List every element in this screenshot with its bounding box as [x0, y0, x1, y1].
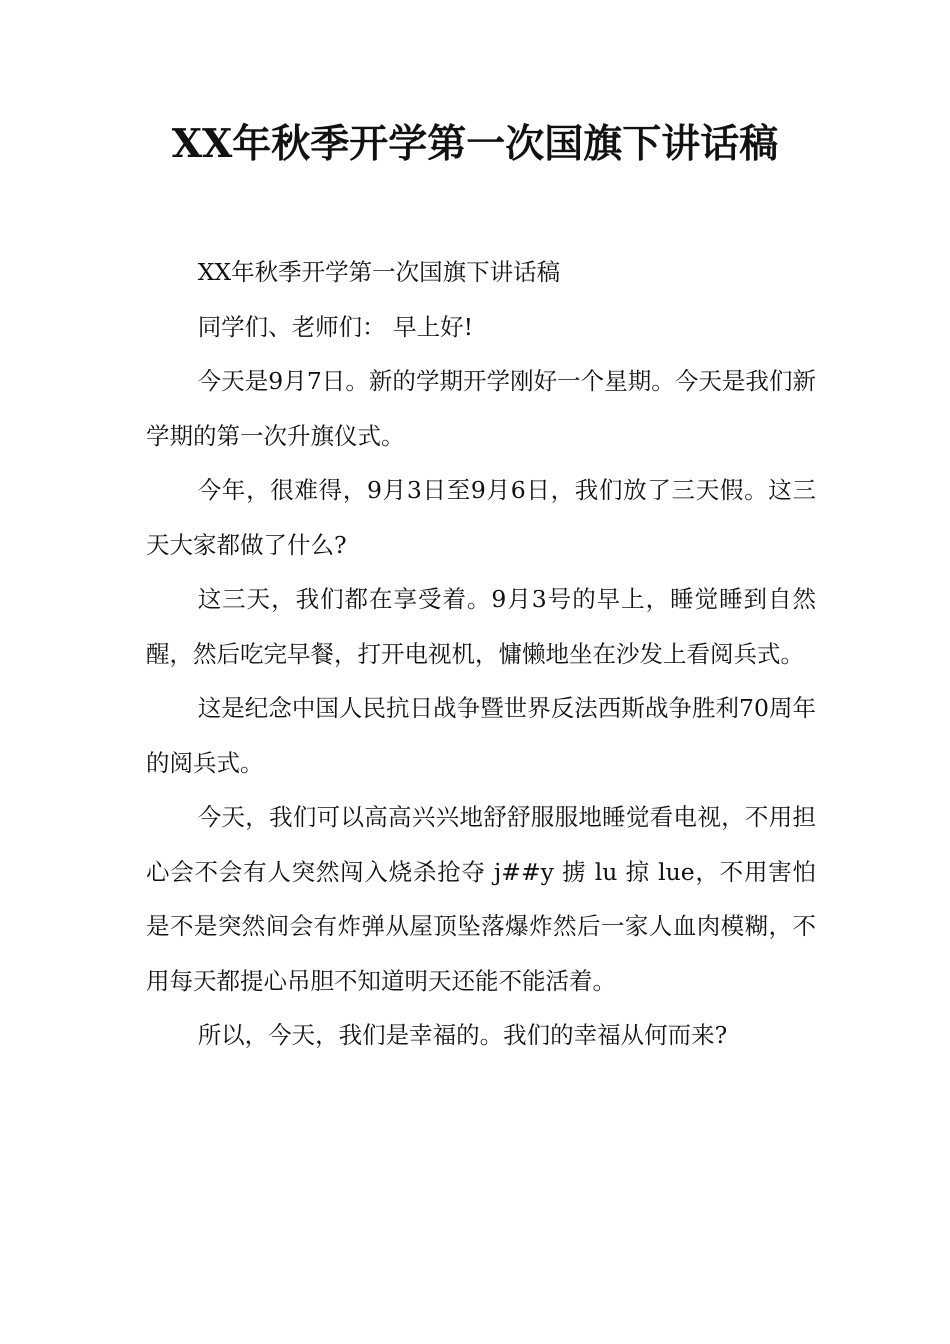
paragraph-date: 今天是9月7日。新的学期开学刚好一个星期。今天是我们新学期的第一次升旗仪式。: [146, 367, 816, 450]
document-body: [146, 245, 816, 1063]
paragraph-repeat-title: XX年秋季开学第一次国旗下讲话稿: [197, 258, 561, 286]
paragraph-holiday: 今年，很难得，9月3日至9月6日，我们放了三天假。这三天大家都做了什么?: [146, 476, 816, 559]
paragraph-happiness: 所以，今天，我们是幸福的。我们的幸福从何而来?: [197, 1021, 728, 1049]
paragraph-parade: 这三天，我们都在享受着。9月3号的早上，睡觉睡到自然醒，然后吃完早餐，打开电视机，慵懒地坐在沙发上看阅兵式。: [146, 585, 816, 668]
document-title: XX年秋季开学第一次国旗下讲话稿: [171, 121, 779, 167]
paragraph-anniversary: 这是纪念中国人民抗日战争暨世界反法西斯战争胜利70周年的阅兵式。: [146, 694, 816, 777]
paragraph-peace: 今天，我们可以高高兴兴地舒舒服服地睡觉看电视，不用担心会不会有人突然闯入烧杀抢夺 j##y 掳 lu 掠 lue，不用害怕是不是突然间会有炸弹从屋顶坠落爆炸然后一家人血肉模糊，不用每天都提心吊胆不知道明天还能不能活着。: [146, 803, 816, 995]
paragraph-greeting: 同学们、老师们： 早上好!: [197, 312, 474, 341]
